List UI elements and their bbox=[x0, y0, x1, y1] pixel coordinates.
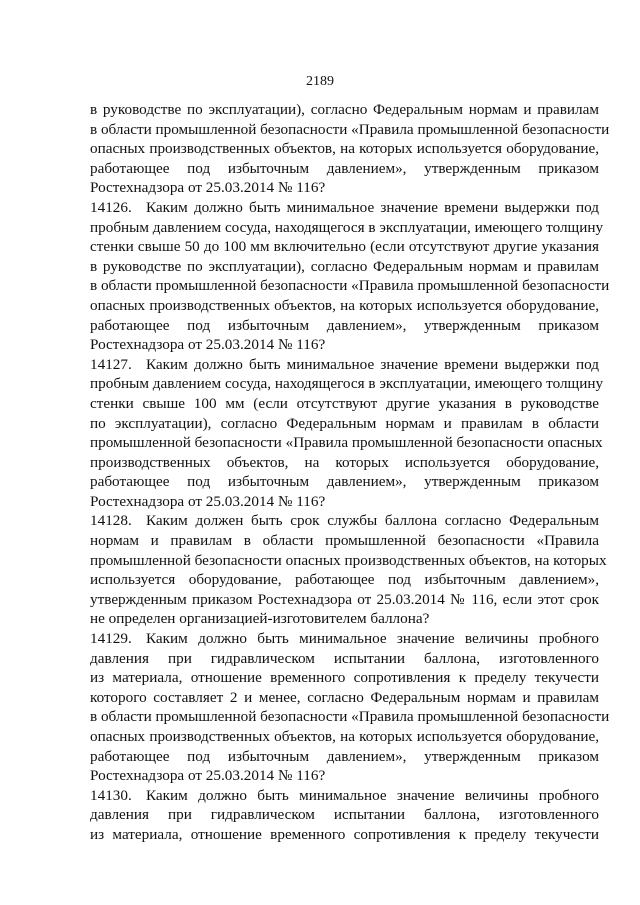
question-number: 14130. bbox=[90, 786, 132, 804]
text-line: опасных производственных объектов, на которых используется оборудование, bbox=[90, 296, 599, 314]
text-line: из материала, отношение временного сопротивления к пределу текучести bbox=[90, 669, 599, 687]
text-line: Ростехнадзора от 25.03.2014 № 116? bbox=[90, 179, 326, 197]
text-line: стенки свыше 50 до 100 мм включительно (если отсутствуют другие указания bbox=[90, 238, 599, 256]
text-line: нормам и правилам в области промышленной безопасности «Правила bbox=[90, 532, 599, 550]
text-line: работающее под избыточным давлением», утвержденным приказом bbox=[90, 473, 599, 491]
text-line: не определен организацией-изготовителем баллона? bbox=[90, 610, 430, 628]
question-14127 bbox=[90, 355, 604, 512]
text-line: в области промышленной безопасности «Правила промышленной безопасности bbox=[90, 120, 610, 138]
question-14126 bbox=[90, 198, 610, 355]
question-number: 14127. bbox=[90, 355, 132, 373]
text-line: Каким должно быть минимальное значение величины пробного bbox=[146, 786, 599, 804]
document-body bbox=[90, 100, 610, 845]
text-line: опасных производственных объектов, на которых используется оборудование, bbox=[90, 728, 599, 745]
text-line: промышленной безопасности «Правила промышленной безопасности опасных bbox=[90, 434, 603, 452]
text-line: производственных объектов, на которых используется оборудование, bbox=[90, 453, 599, 471]
text-line: из материала, отношение временного сопротивления к пределу текучести bbox=[90, 825, 599, 843]
text-line: в руководстве по эксплуатации), согласно Федеральным нормам и правилам bbox=[90, 257, 599, 275]
question-number: 14128. bbox=[90, 512, 132, 530]
text-line: стенки свыше 100 мм (если отсутствуют другие указания в руководстве bbox=[90, 394, 599, 412]
text-line: в области промышленной безопасности «Правила промышленной безопасности bbox=[90, 277, 610, 295]
text-line: Каким должно быть минимальное значение времени выдержки под bbox=[146, 198, 599, 216]
question-14130 bbox=[90, 786, 599, 845]
text-line: которого составляет 2 и менее, согласно Федеральным нормам и правилам bbox=[90, 688, 599, 706]
text-line: промышленной безопасности опасных производственных объектов, на которых bbox=[90, 551, 607, 569]
text-line: работающее под избыточным давлением», утвержденным приказом bbox=[90, 747, 599, 765]
text-line: используется оборудование, работающее под избыточным давлением», bbox=[90, 571, 599, 589]
text-line: пробным давлением сосуда, находящегося в эксплуатации, имеющего толщину bbox=[90, 218, 604, 236]
text-line: Ростехнадзора от 25.03.2014 № 116? bbox=[90, 336, 326, 354]
text-line: Каким должно быть минимальное значение величины пробного bbox=[146, 630, 599, 648]
continued-question-fragment bbox=[90, 100, 610, 198]
text-line: Ростехнадзора от 25.03.2014 № 116? bbox=[90, 492, 326, 510]
text-line: Ростехнадзора от 25.03.2014 № 116? bbox=[90, 767, 326, 785]
question-number: 14129. bbox=[90, 630, 132, 648]
page-number: 2189 bbox=[306, 74, 334, 89]
text-line: давления при гидравлическом испытании баллона, изготовленного bbox=[90, 649, 599, 667]
question-14128 bbox=[90, 511, 607, 629]
question-14129 bbox=[90, 629, 610, 786]
text-line: работающее под избыточным давлением», утвержденным приказом bbox=[90, 159, 599, 177]
text-line: в руководстве по эксплуатации), согласно Федеральным нормам и правилам bbox=[90, 101, 599, 118]
text-line: Каким должен быть срок службы баллона согласно Федеральным bbox=[146, 512, 599, 530]
text-line: в области промышленной безопасности «Правила промышленной безопасности bbox=[90, 708, 610, 726]
text-line: по эксплуатации), согласно Федеральным нормам и правилам в области bbox=[90, 414, 599, 432]
text-line: утвержденным приказом Ростехнадзора от 25.03.2014 № 116, если этот срок bbox=[90, 590, 599, 608]
question-number: 14126. bbox=[90, 198, 132, 216]
text-line: работающее под избыточным давлением», утвержденным приказом bbox=[90, 316, 599, 334]
text-line: пробным давлением сосуда, находящегося в эксплуатации, имеющего толщину bbox=[90, 375, 604, 393]
text-line: опасных производственных объектов, на которых используется оборудование, bbox=[90, 140, 599, 158]
text-line: давления при гидравлическом испытании баллона, изготовленного bbox=[90, 806, 599, 824]
text-line: Каким должно быть минимальное значение времени выдержки под bbox=[146, 355, 599, 373]
